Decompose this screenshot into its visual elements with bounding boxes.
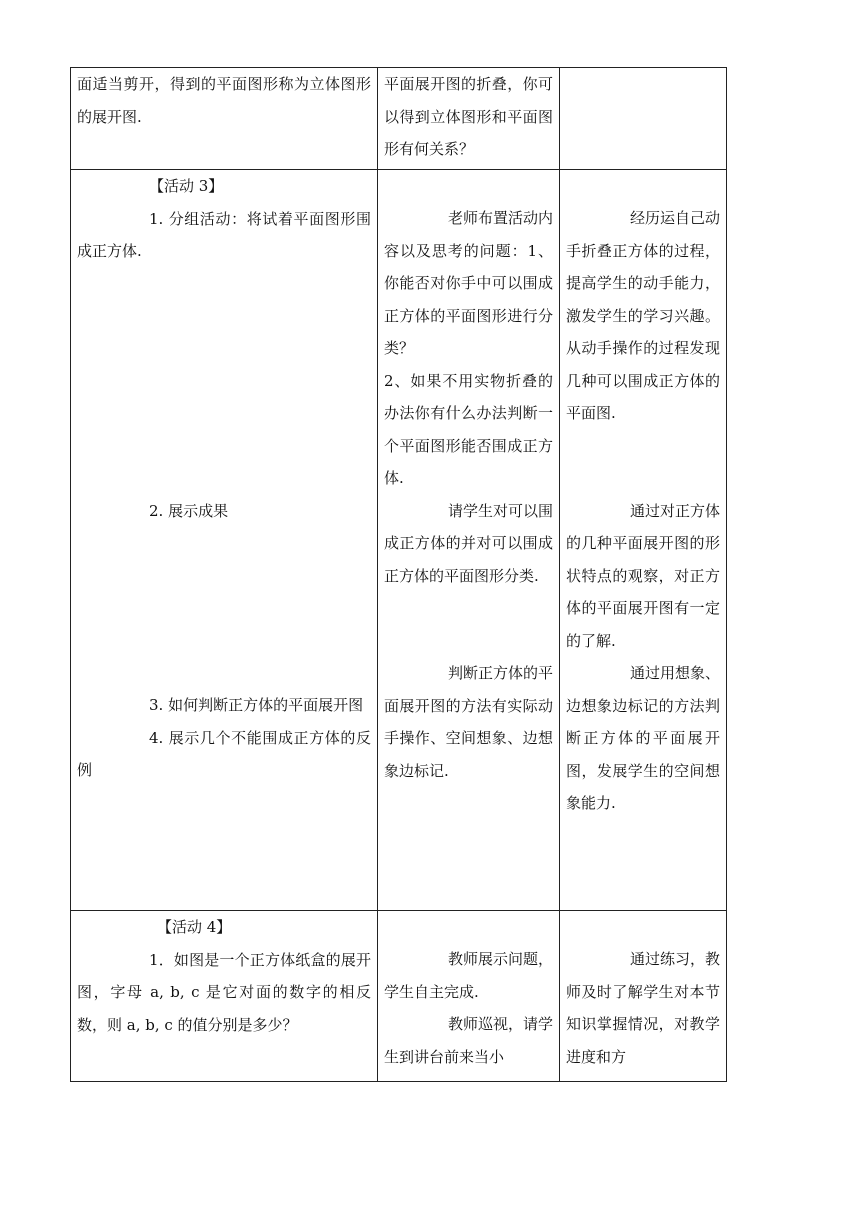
activity-item: 1. 分组活动：将试着平面图形围成正方体.: [77, 209, 371, 260]
teacher-text: 教师展示问题，学生自主完成.: [384, 950, 554, 1001]
teacher-text: 2、如果不用实物折叠的办法你有什么办法判断一个平面图形能否围成正方体.: [384, 371, 553, 487]
table-row: [71, 68, 727, 170]
teacher-text: 请学生对可以围成正方体的并对可以围成正方体的平面图形分类.: [384, 501, 554, 585]
activity-text: 面适当剪开，得到的平面图形称为立体图形的展开图.: [77, 75, 371, 126]
table-cell-teacher: [378, 68, 560, 170]
intent-text: 通过用想象、边想象边标记的方法判断正方体的平面展开图，发展学生的空间想象能力.: [566, 664, 721, 812]
activity-heading: 【活动 3】: [149, 177, 224, 195]
table-cell-intent: [560, 911, 727, 1082]
intent-text: 通过练习，教师及时了解学生对本节知识掌握情况，对教学进度和方: [566, 950, 721, 1066]
lesson-plan-table: [70, 67, 727, 1082]
table-row: [71, 170, 727, 911]
table-cell-teacher: [378, 911, 560, 1082]
table-cell-intent: [560, 68, 727, 170]
table-cell-teacher: [378, 170, 560, 911]
activity-item: 1．如图是一个正方体纸盒的展开图，字母 a, b, c 是它对面的数字的相反数，则 a, b, c 的值分别是多少？: [77, 950, 371, 1034]
teacher-text: 教师巡视，请学生到讲台前来当小: [384, 1015, 554, 1066]
teacher-text: 平面展开图的折叠，你可以得到立体图形和平面图形有何关系？: [384, 75, 553, 158]
activity-item: 3. 如何判断正方体的平面展开图: [149, 696, 364, 714]
activity-item: 4. 展示几个不能围成正方体的反例: [77, 728, 371, 779]
activity-item: 2. 展示成果: [149, 501, 229, 520]
table-cell-intent: [560, 170, 727, 911]
table-row: [71, 911, 727, 1082]
intent-text: 经历运自己动手折叠正方体的过程，提高学生的动手能力，激发学生的学习兴趣。从动手操作的过程发现几种可以围成正方体的平面图.: [566, 209, 721, 422]
activity-heading: 【活动 4】: [157, 918, 232, 936]
intent-text: 通过对正方体的几种平面展开图的形状特点的观察，对正方体的平面展开图有一定的了解.: [566, 501, 721, 650]
teacher-text: 判断正方体的平面展开图的方法有实际动手操作、空间想象、边想象边标记.: [384, 664, 554, 780]
table-cell-activity: [71, 68, 378, 170]
table-cell-activity: [71, 911, 378, 1082]
table-cell-activity: [71, 170, 378, 911]
teacher-text: 老师布置活动内容以及思考的问题：1、你能否对你手中可以围成正方体的平面图形进行分类？: [384, 209, 554, 357]
